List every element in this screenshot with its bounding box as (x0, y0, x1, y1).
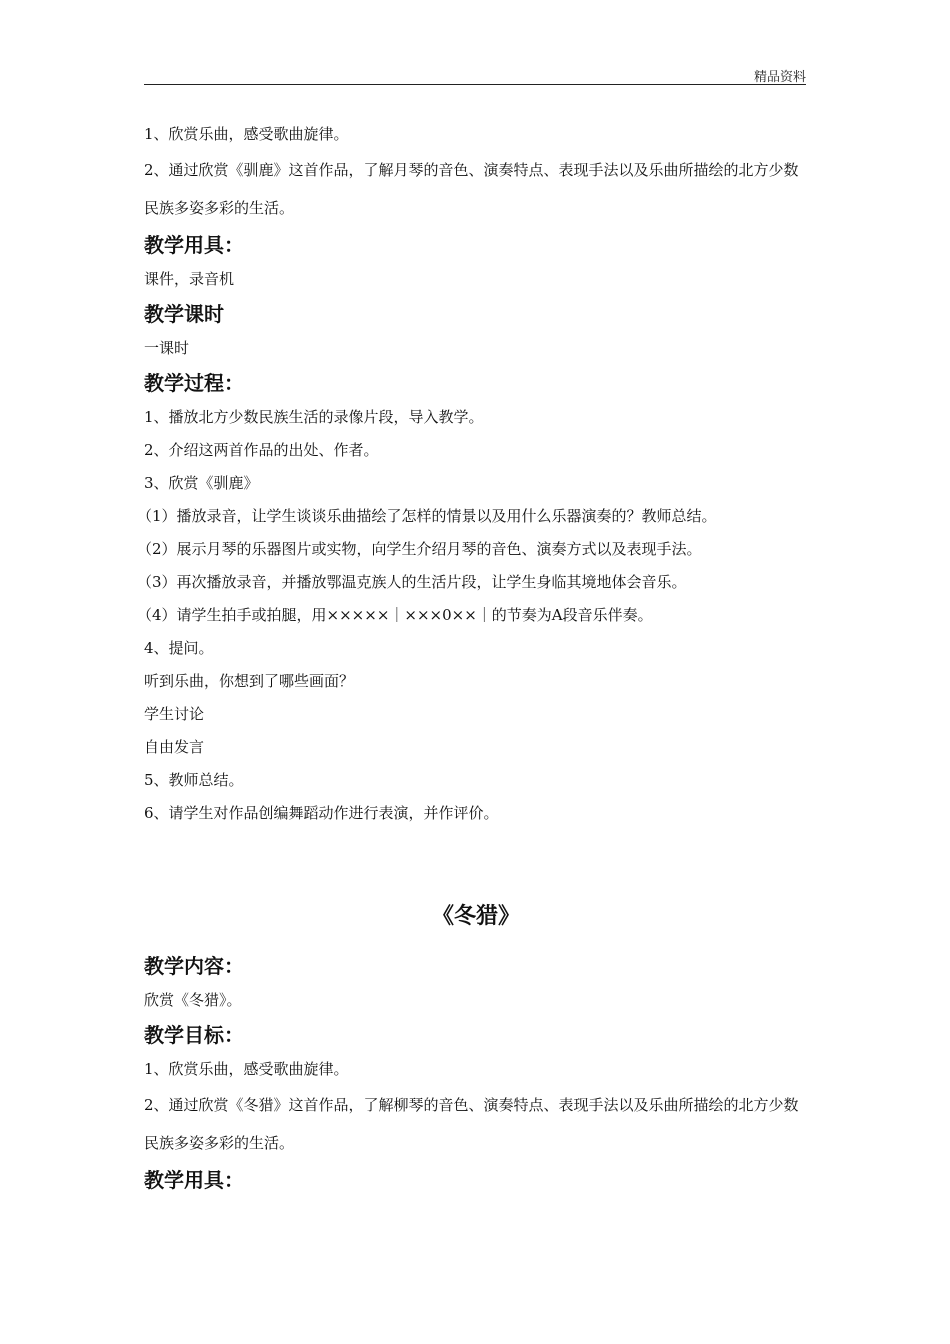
process-item: 2、介绍这两首作品的出处、作者。 (144, 441, 379, 459)
process-item: 学生讨论 (144, 705, 205, 723)
process-sub-item: （2）展示月琴的乐器图片或实物，向学生介绍月琴的音色、演奏方式以及表现手法。 (137, 540, 702, 558)
content-heading: 教学内容： (144, 954, 244, 978)
section-spacer (144, 830, 808, 892)
process-sub-item: （4）请学生拍手或拍腿，用×××××｜×××0××｜的节奏为A段音乐伴奏。 (137, 606, 653, 624)
process-item: 5、教师总结。 (144, 771, 244, 789)
period-heading: 教学课时 (144, 302, 224, 326)
process-item: 自由发言 (144, 738, 205, 756)
goal-item-2: 2、通过欣赏《驯鹿》这首作品，了解月琴的音色、演奏特点、表现手法以及乐曲所描绘的北方少数民族多姿多彩的生活。 (144, 161, 799, 217)
tools-heading: 教学用具： (144, 1168, 244, 1192)
tools-heading: 教学用具： (144, 233, 244, 257)
section-title: 《冬猎》 (431, 904, 520, 929)
header-rule (144, 84, 806, 85)
goal-item-1: 1、欣赏乐曲，感受歌曲旋律。 (144, 1060, 349, 1078)
process-item: 6、请学生对作品创编舞蹈动作进行表演，并作评价。 (144, 804, 499, 822)
goal-heading: 教学目标： (144, 1023, 244, 1047)
goal-item-2: 2、通过欣赏《冬猎》这首作品，了解柳琴的音色、演奏特点、表现手法以及乐曲所描绘的北方少数民族多姿多彩的生活。 (144, 1096, 799, 1152)
header-label: 精品资料 (753, 70, 806, 85)
process-item: 听到乐曲，你想到了哪些画面？ (144, 672, 355, 690)
tools-text: 课件，录音机 (144, 270, 235, 288)
process-sub-item: （1）播放录音，让学生谈谈乐曲描绘了怎样的情景以及用什么乐器演奏的？教师总结。 (137, 507, 717, 525)
process-heading: 教学过程： (144, 371, 244, 395)
process-sub-item: （3）再次播放录音，并播放鄂温克族人的生活片段，让学生身临其境地体会音乐。 (137, 573, 687, 591)
process-item: 4、提问。 (144, 639, 214, 657)
goal-item-1: 1、欣赏乐曲，感受歌曲旋律。 (144, 125, 349, 143)
period-text: 一课时 (144, 339, 190, 357)
document-body (137, 118, 808, 1198)
process-item: 3、欣赏《驯鹿》 (144, 474, 259, 492)
content-text: 欣赏《冬猎》。 (144, 991, 242, 1009)
process-item: 1、播放北方少数民族生活的录像片段，导入教学。 (144, 408, 484, 426)
